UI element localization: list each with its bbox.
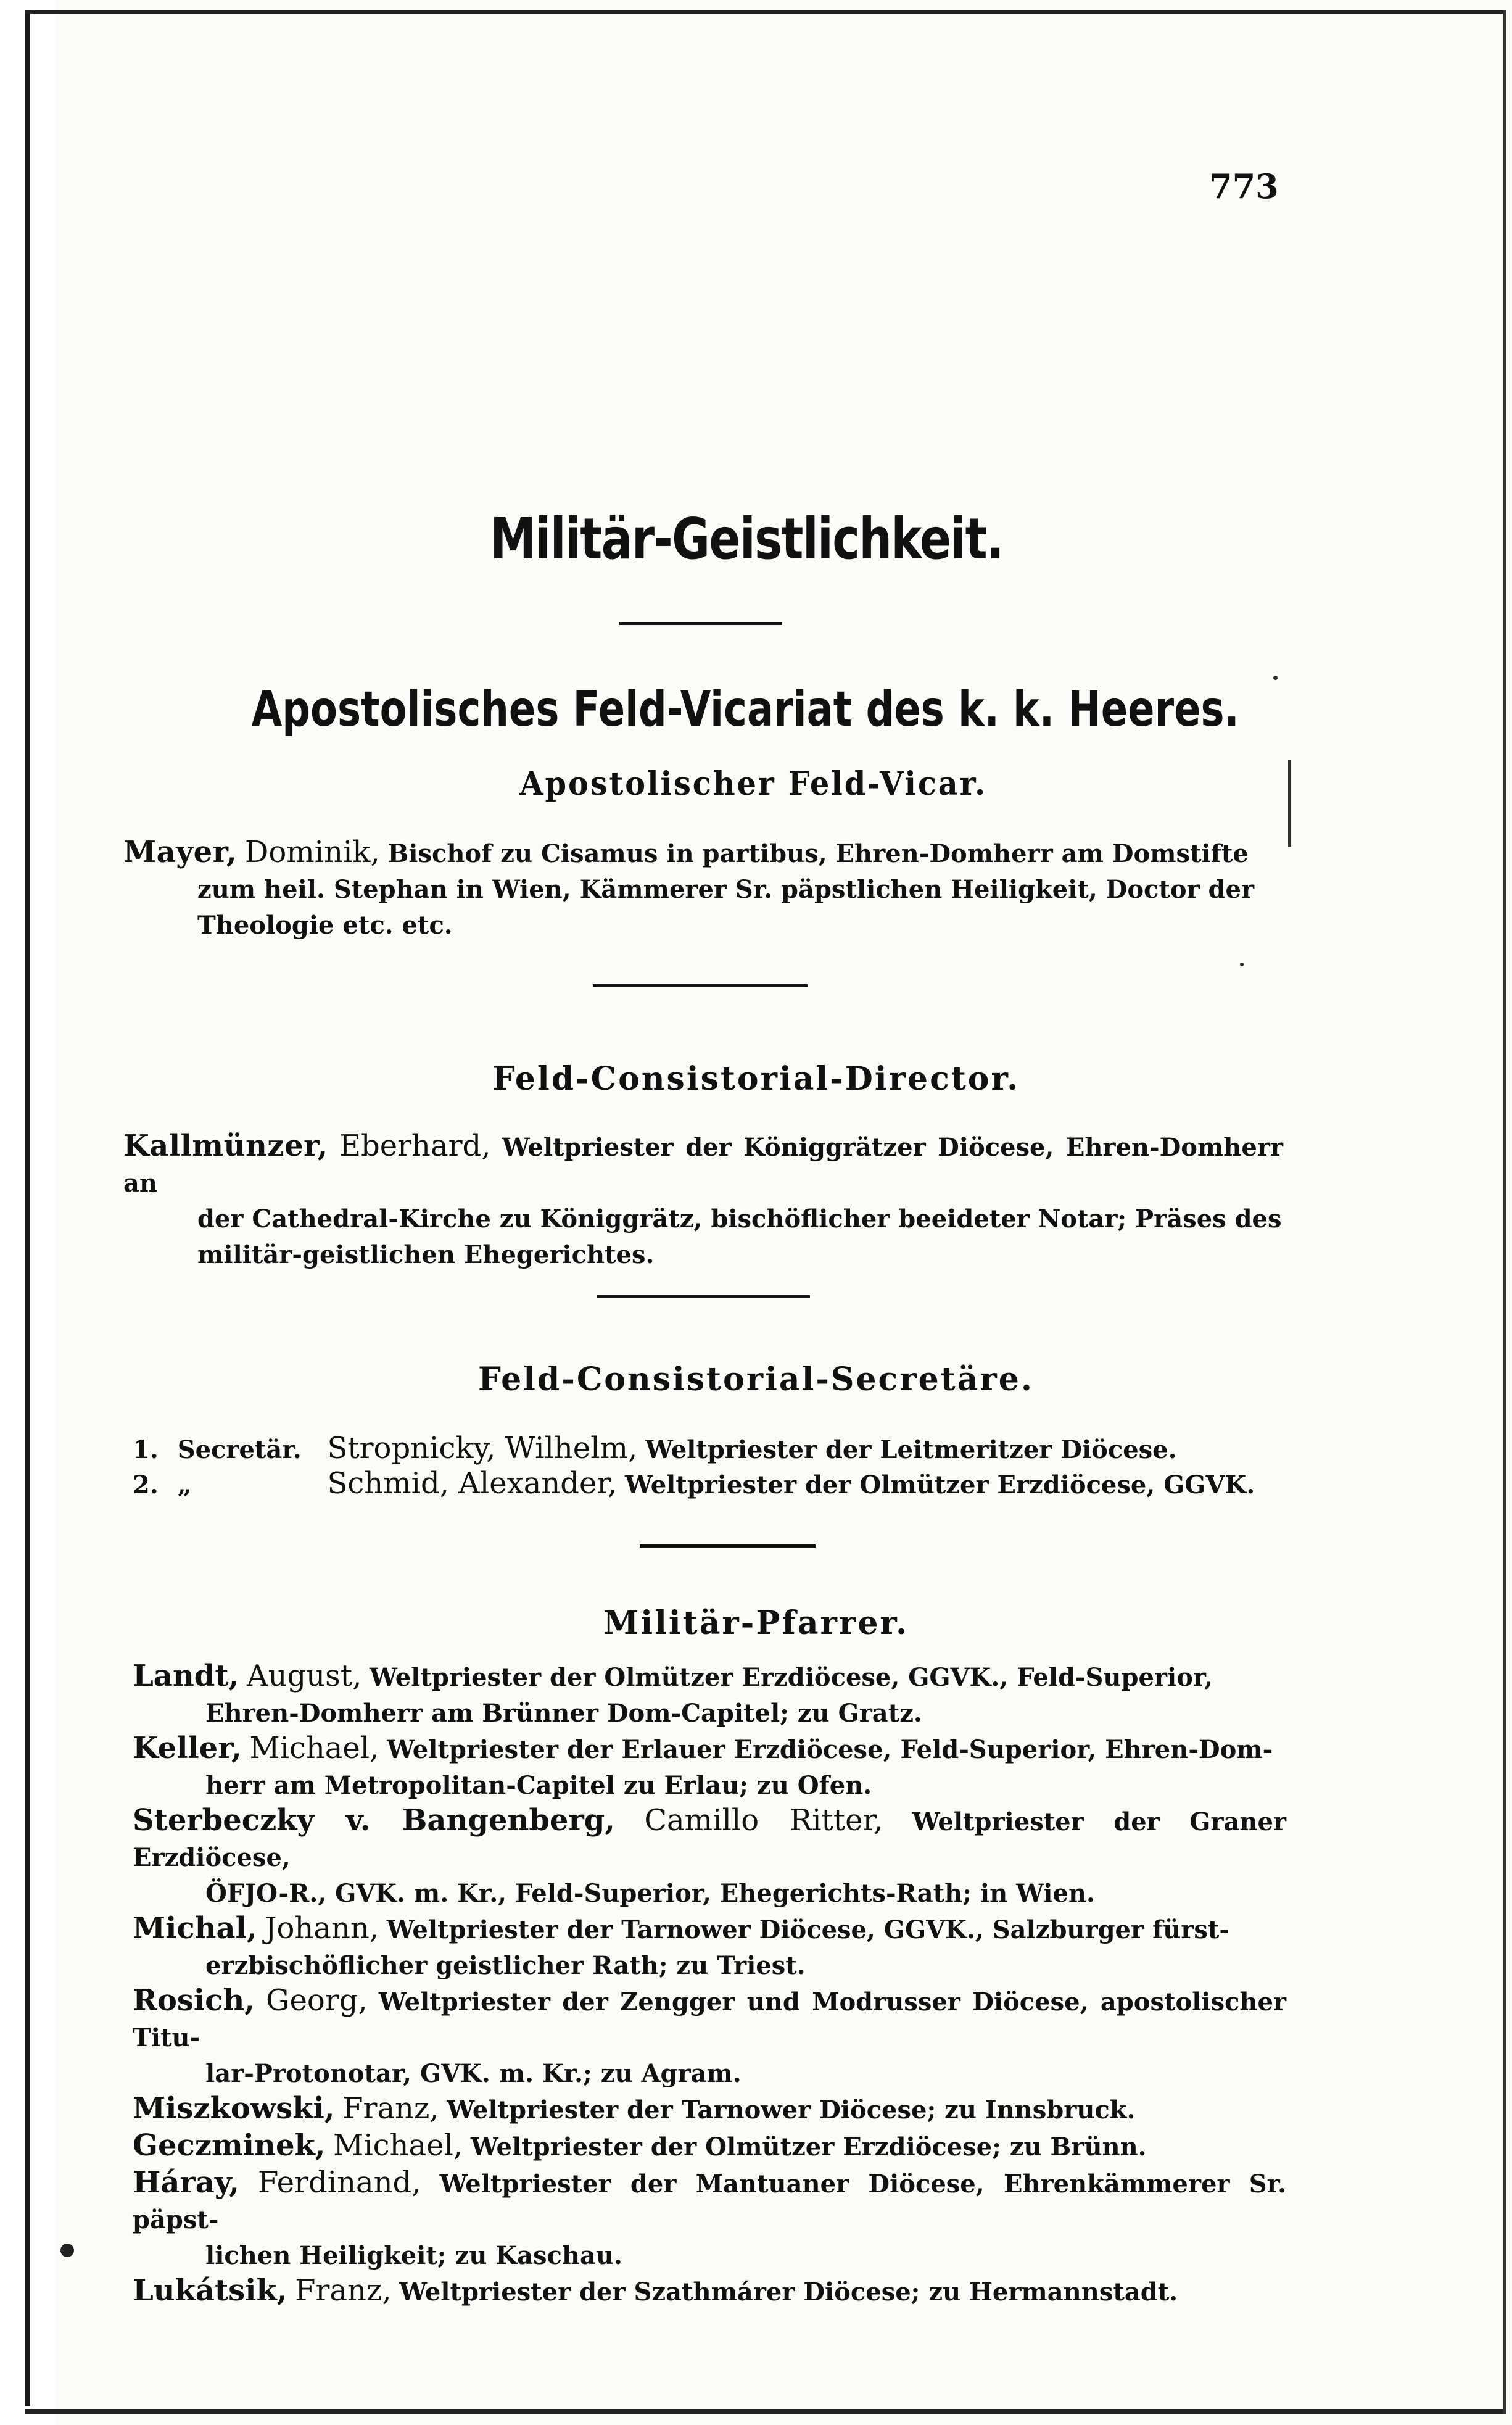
entry-given-name: August,	[246, 1659, 362, 1693]
section-heading-secretaries: Feld-Consistorial-Secretäre.	[478, 1361, 1034, 1398]
entry-description: Weltpriester der Tarnower Diöcese, GGVK., Salzburger fürst-	[386, 1915, 1229, 1944]
divider	[593, 984, 808, 987]
list-item	[133, 1731, 1286, 1803]
entry-description: Weltpriester der Olmützer Erzdiöcese, GGVK., Feld-Superior,	[370, 1663, 1213, 1692]
page-bottom-border	[25, 2409, 1505, 2414]
page-right-border	[1503, 10, 1506, 2414]
entry-description-cont: Ehren-Domherr am Brünner Dom-Capitel; zu Gratz.	[205, 1699, 922, 1728]
entry-given-name: Dominik,	[244, 835, 380, 869]
entry-surname: Keller,	[133, 1731, 242, 1765]
entry-surname: Miszkowski,	[133, 2091, 335, 2126]
entry-description: Bischof zu Cisamus in partibus, Ehren-Domherr am Domstifte	[387, 839, 1249, 868]
entry-description-cont: der Cathedral-Kirche zu Königgrätz, bischöflicher beeideter Notar; Präses des	[197, 1204, 1282, 1233]
divider	[619, 622, 782, 625]
section-heading-pfarrer: Militär-Pfarrer.	[603, 1604, 909, 1642]
page-top-border	[25, 10, 1505, 14]
entry-surname: Mayer,	[123, 835, 238, 869]
list-item	[133, 2128, 1286, 2165]
entry-given-name: Eberhard,	[339, 1129, 491, 1163]
entry-given-name: Camillo Ritter,	[644, 1803, 883, 1838]
entry-description-cont: ÖFJO-R., GVK. m. Kr., Feld-Superior, Ehegerichts-Rath; in Wien.	[205, 1879, 1095, 1908]
entry-description: Weltpriester der Tarnower Diöcese; zu Innsbruck.	[447, 2095, 1136, 2124]
entry-description-cont: zum heil. Stephan in Wien, Kämmerer Sr. päpstlichen Heiligkeit, Doctor der	[197, 875, 1255, 904]
entry-given-name: Franz,	[295, 2273, 392, 2308]
entry-director	[123, 1128, 1283, 1273]
entry-surname: Háray,	[133, 2165, 239, 2200]
entry-description: Weltpriester der Zengger und Modrusser Diöcese, apostolischer Titu-	[133, 1988, 1286, 2052]
entry-description-cont: lar-Protonotar, GVK. m. Kr.; zu Agram.	[205, 2059, 742, 2088]
ink-spot	[60, 2244, 74, 2257]
entry-description-cont: lichen Heiligkeit; zu Kaschau.	[205, 2241, 622, 2270]
binding-edge-line	[25, 12, 30, 2406]
list-item	[133, 2165, 1286, 2273]
entry-surname: Michal,	[133, 1911, 257, 1946]
list-item	[133, 1803, 1286, 1911]
ink-spot	[1240, 963, 1244, 966]
entry-given-name: Johann,	[265, 1911, 379, 1946]
secretary-entry	[133, 1430, 1292, 1468]
ink-spot	[1273, 676, 1278, 680]
section-heading-director: Feld-Consistorial-Director.	[492, 1060, 1020, 1098]
pfarrer-list	[133, 1659, 1286, 2310]
secretary-name: Schmid, Alexander,	[327, 1466, 618, 1501]
entry-description: Weltpriester der Szathmárer Diöcese; zu Hermannstadt.	[399, 2278, 1178, 2307]
page-number: 773	[1209, 167, 1279, 206]
secretary-number: 1.	[133, 1435, 159, 1464]
secretary-description: Weltpriester der Olmützer Erzdiöcese, GGVK.	[625, 1470, 1255, 1499]
section-heading-vicar: Apostolischer Feld-Vicar.	[519, 765, 988, 803]
secretary-role: „	[177, 1470, 192, 1499]
entry-surname: Geczminek,	[133, 2128, 326, 2163]
secretary-name: Stropnicky, Wilhelm,	[327, 1431, 638, 1465]
entry-given-name: Ferdinand,	[257, 2165, 421, 2200]
entry-description: Weltpriester der Mantuaner Diöcese, Ehrenkämmerer Sr. päpst-	[133, 2170, 1287, 2234]
secretary-entry	[133, 1465, 1292, 1503]
page-title: Militär-Geistlichkeit.	[490, 506, 1004, 572]
entry-surname: Lukátsik,	[133, 2273, 287, 2308]
entry-description-cont: Theologie etc. etc.	[197, 911, 453, 940]
entry-description-cont: herr am Metropolitan-Capitel zu Erlau; zu Ofen.	[205, 1771, 872, 1800]
entry-given-name: Michael,	[333, 2128, 463, 2163]
entry-description: Weltpriester der Königgrätzer Diöcese, Ehren-Domherr an	[123, 1133, 1283, 1198]
entry-description: Weltpriester der Erlauer Erzdiöcese, Feld-Superior, Ehren-Dom-	[387, 1735, 1273, 1764]
entry-vicar	[123, 834, 1283, 943]
entry-description: Weltpriester der Olmützer Erzdiöcese; zu Brünn.	[470, 2133, 1147, 2162]
secretary-role: Secretär.	[177, 1435, 302, 1464]
list-item	[133, 2273, 1286, 2310]
entry-description: Weltpriester der Graner Erzdiöcese,	[133, 1807, 1286, 1872]
entry-given-name: Franz,	[342, 2091, 439, 2126]
entry-surname: Kallmünzer,	[123, 1129, 328, 1163]
list-item	[133, 1911, 1286, 1983]
entry-surname: Rosich,	[133, 1983, 255, 2018]
entry-given-name: Michael,	[249, 1731, 379, 1765]
secretary-description: Weltpriester der Leitmeritzer Diöcese.	[645, 1435, 1177, 1464]
page-subtitle: Apostolisches Feld-Vicariat des k. k. Heeres.	[251, 682, 1239, 737]
divider	[597, 1295, 810, 1298]
entry-description-cont: militär-geistlichen Ehegerichtes.	[197, 1240, 655, 1269]
entry-surname: Sterbeczky v. Bangenberg,	[133, 1803, 616, 1838]
entry-given-name: Georg,	[266, 1983, 368, 2018]
list-item	[133, 1983, 1286, 2091]
entry-description-cont: erzbischöflicher geistlicher Rath; zu Triest.	[205, 1951, 806, 1980]
entry-surname: Landt,	[133, 1659, 239, 1693]
list-item	[133, 1659, 1286, 1731]
divider	[640, 1544, 816, 1548]
secretary-number: 2.	[133, 1470, 159, 1499]
list-item	[133, 2091, 1286, 2128]
